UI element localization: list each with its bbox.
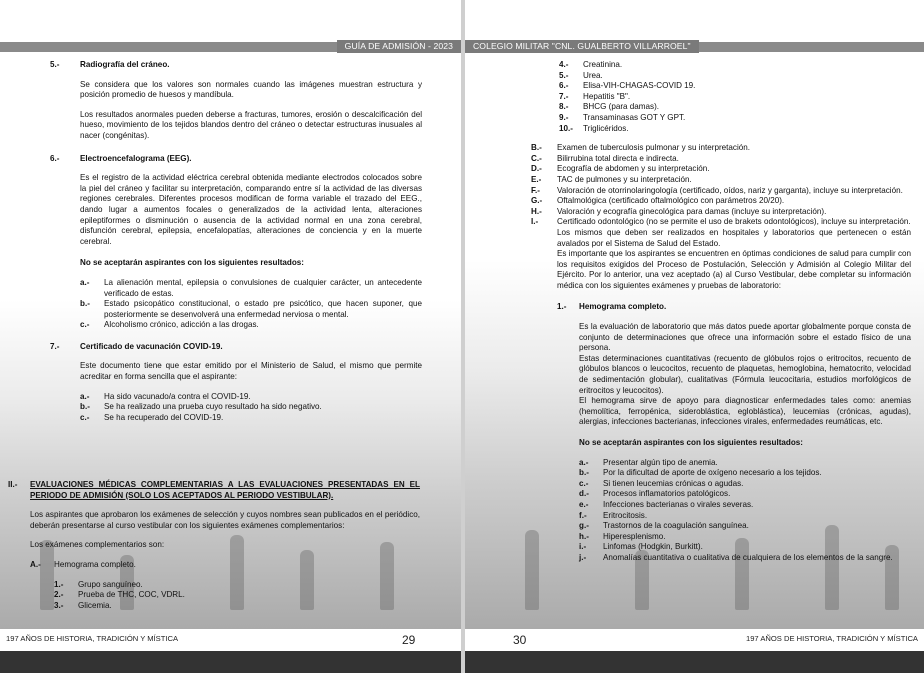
list-item-text: Valoración y ecografía ginecológica para damas (incluye su interpretación).: [557, 206, 827, 216]
list-item-label: e.-: [579, 499, 589, 509]
list-item: [559, 60, 911, 71]
list-item: [579, 500, 911, 511]
list-item-label: j.-: [579, 552, 587, 562]
page-number: 29: [402, 633, 416, 647]
section-number: 6.-: [50, 153, 60, 163]
list-item-label: 7.-: [559, 91, 569, 101]
exam-A: [30, 560, 420, 571]
list-item-label: E.-: [531, 174, 542, 184]
list-item: [579, 542, 911, 553]
vaccine-list: [80, 392, 422, 424]
page-number: 30: [513, 633, 527, 647]
paragraph: Este documento tiene que estar emitido por el Ministerio de Salud, el mismo que permite acreditar en forma sencilla que el aspirante:: [80, 361, 422, 382]
list-item-text: Creatinina.: [583, 60, 623, 69]
list-item-text: Por la dificultad de aporte de oxígeno necesario a los tejidos.: [603, 468, 822, 478]
item-text: Hemograma completo.: [54, 559, 136, 569]
list-item-label: 2.-: [54, 590, 64, 600]
exam-letter-list: [531, 143, 911, 228]
list-item-text: Anomalías cuantitativa o cualitativa de cualquiera de los elementos de la sangre.: [603, 552, 893, 562]
list-item-text: Triglicéridos.: [583, 123, 629, 133]
rejection-heading: No se aceptarán aspirantes con los siguientes resultados:: [579, 438, 804, 447]
list-item: [559, 124, 911, 135]
header-title: COLEGIO MILITAR "CNL. GUALBERTO VILLARROEL": [465, 40, 699, 53]
list-item-label: h.-: [579, 531, 589, 541]
list-item: [579, 553, 911, 564]
list-item-label: d.-: [579, 489, 589, 499]
footer-motto: 197 AÑOS DE HISTORIA, TRADICIÓN Y MÍSTICA: [6, 634, 179, 643]
section-number: 1.-: [557, 302, 567, 312]
list-item-text: Hiperesplenismo.: [603, 531, 666, 541]
list-item-text: Oftalmológica (certificado oftalmológico con parámetros 20/20).: [557, 196, 785, 206]
list-item: [559, 102, 911, 113]
list-item-text: Se ha realizado una prueba cuyo resultado ha sido negativo.: [104, 402, 322, 412]
page-left: [0, 0, 461, 673]
list-item-label: 6.-: [559, 81, 569, 91]
list-item: [559, 71, 911, 82]
list-item: [579, 532, 911, 543]
list-item: [579, 468, 911, 479]
list-item-text: Certificado odontológico (no se permite el uso de brakets odontológicos), incluye su interpretación.: [557, 217, 911, 227]
list-item-text: BHCG (para damas).: [583, 102, 660, 112]
list-item: [531, 186, 911, 197]
list-item: [531, 175, 911, 186]
section-5-heading: [50, 60, 422, 71]
section-6-heading: [50, 154, 422, 165]
list-item-text: Alcoholismo crónico, adicción a las drogas.: [104, 320, 259, 330]
list-item: [531, 164, 911, 175]
list-item: [54, 590, 420, 601]
lab-list: [54, 580, 420, 612]
list-item-label: I.-: [531, 217, 539, 227]
rejection-list: [80, 278, 422, 331]
list-item-label: 10.-: [559, 123, 573, 133]
list-item-label: c.-: [80, 412, 90, 422]
list-item-label: D.-: [531, 164, 542, 174]
item-label: A.-: [30, 559, 41, 569]
paragraph: Se considera que los valores son normales cuando las imágenes muestran estructura y posición promedio de huesos y mandíbula.: [80, 79, 422, 100]
list-item-text: Infecciones bacterianas o virales severas.: [603, 499, 754, 509]
paragraph: Estas determinaciones cuantitativas (recuento de glóbulos rojos o eritrocitos, recuento de glóbulos blancos o leucocitos, recuento de plaquetas, hemoglobina, hematocrito, velocidad de sedimentación globular), cualitativas (Fórmula leucocitaria, estudios morfológicos de eritrocitos y leucocitos).: [579, 353, 911, 395]
footer-strip: [0, 651, 461, 673]
paragraph: Es importante que los aspirantes se encuentren en óptimas condiciones de salud para cumplir con los requisitos exigidos del Proceso de Postulación, Selección y Admisión al Colegio Militar del Ejército. Por lo anterior, una vez aceptado (a) al Curso Vestibular, debe completar su información médica con los siguientes exámenes y pruebas de laboratorio:: [557, 249, 911, 290]
section-1-heading: [557, 302, 911, 313]
list-item: [579, 511, 911, 522]
list-item-text: Ha sido vacunado/a contra el COVID-19.: [104, 391, 251, 401]
list-item-text: Estado psicopático constitucional, o estado pre psicótico, que hacen suponer, que posteriormente se desenvolverá una enfermedad nerviosa o mental.: [104, 299, 422, 319]
list-item-label: g.-: [579, 521, 589, 531]
list-item-label: F.-: [531, 185, 540, 195]
paragraph: Los mismos que deben ser realizados en hospitales y laboratorios que pertenecen o están avalados por el Sistema de Salud del Estado.: [557, 227, 911, 248]
section-7-heading: [50, 342, 422, 353]
page-right: [465, 0, 924, 673]
header-title: GUÍA DE ADMISIÓN - 2023: [337, 40, 461, 53]
list-item-text: Urea.: [583, 70, 603, 80]
list-item-label: b.-: [579, 468, 589, 478]
list-item-text: Transaminasas GOT Y GPT.: [583, 112, 686, 122]
list-item: [579, 489, 911, 500]
list-item-label: C.-: [531, 153, 542, 163]
list-item-label: c.-: [80, 320, 90, 330]
list-item: [579, 479, 911, 490]
list-item-label: G.-: [531, 196, 543, 206]
list-item-text: Si tienen leucemias crónicas o agudas.: [603, 478, 744, 488]
paragraph: Los exámenes complementarios son:: [30, 540, 165, 550]
list-item-label: c.-: [579, 478, 589, 488]
list-item-text: Bilirrubina total directa e indirecta.: [557, 153, 679, 163]
list-item: [531, 196, 911, 207]
list-item: [54, 580, 420, 591]
right-content: [531, 60, 911, 564]
list-item: [531, 143, 911, 154]
list-item-label: i.-: [579, 542, 587, 552]
list-item-text: Grupo sanguíneo.: [78, 579, 143, 589]
list-item-text: Procesos inflamatorios patológicos.: [603, 489, 731, 499]
paragraph: Los aspirantes que aprobaron los exámenes de selección y cuyos nombres sean publicados en el periódico, deberán presentarse al curso vestibular con los siguientes exámenes complementarios:: [30, 510, 420, 530]
section-title: Electroencefalograma (EEG).: [80, 153, 192, 163]
list-item-text: La alienación mental, epilepsia o convulsiones de cualquier carácter, un antecedente verificado de estas.: [104, 277, 422, 298]
section-II: [8, 480, 420, 611]
section-number: 7.-: [50, 341, 60, 351]
lab-list: [559, 60, 911, 134]
section-II-heading: [8, 480, 420, 501]
section-title: Hemograma completo.: [579, 302, 667, 312]
section-number: II.-: [8, 480, 18, 489]
list-item: [80, 392, 422, 403]
list-item-text: Trastornos de la coagulación sanguínea.: [603, 521, 749, 531]
footer-motto: 197 AÑOS DE HISTORIA, TRADICIÓN Y MÍSTICA: [745, 634, 918, 643]
rejection-heading: No se aceptarán aspirantes con los siguientes resultados:: [80, 258, 305, 268]
section-title: Certificado de vacunación COVID-19.: [80, 341, 223, 351]
list-item: [80, 402, 422, 413]
list-item: [579, 521, 911, 532]
left-content: [50, 60, 422, 432]
list-item: [80, 299, 422, 320]
list-item-label: 5.-: [559, 70, 569, 80]
list-item-label: a.-: [80, 391, 90, 401]
section-number: 5.-: [50, 60, 60, 69]
list-item: [559, 81, 911, 92]
list-item-text: TAC de pulmones y su interpretación.: [557, 174, 692, 184]
list-item: [531, 217, 911, 228]
list-item: [531, 207, 911, 218]
list-item-label: a.-: [579, 457, 589, 467]
list-item-text: Linfomas (Hodgkin, Burkitt).: [603, 542, 703, 552]
list-item-text: Eritrocitosis.: [603, 510, 648, 520]
paragraph: El hemograma sirve de apoyo para diagnosticar enfermedades tales como: anemias (hemolítica, ferropénica, sideroblástica, egloblástica), leucemias (crónicas, agudas), alergias, infecciones bacterianas, infecciones virales, enfermedades reumáticas, etc.: [579, 396, 911, 427]
list-item-text: Elisa-VIH-CHAGAS-COVID 19.: [583, 81, 696, 91]
list-item-label: 9.-: [559, 112, 569, 122]
list-item-text: Hepatitis "B".: [583, 91, 631, 101]
list-item: [80, 320, 422, 331]
list-item-text: Glicemia.: [78, 600, 112, 610]
list-item-label: f.-: [579, 510, 587, 520]
list-item: [54, 601, 420, 612]
paragraph: Es el registro de la actividad eléctrica cerebral obtenida mediante electrodos colocados sobre la piel del cráneo y facilitar su interpretación, comparando entre sí la actividad de las diversas regiones cerebrales. Diferentes procesos modifican de forma variable el trazado del EEG., dando lugar a aumentos focales o generalizados de la actividad lenta, alteraciones epileptiformes o disminución o ausencia de la actividad normal en una zona cerebral, disfunción cerebral, epilepsia, encefalopatías, alteraciones de conciencia y en la muerte cerebral.: [80, 173, 422, 246]
section-title: EVALUACIONES MÉDICAS COMPLEMENTARIAS A LAS EVALUACIONES PRESENTADAS EN EL PERIODO DE ADMISIÓN (SOLO LOS ACEPTADOS AL PERIODO VESTIBULAR).: [30, 480, 420, 500]
list-item-label: B.-: [531, 143, 542, 153]
list-item: [559, 113, 911, 124]
section-title: Radiografía del cráneo.: [80, 60, 170, 69]
list-item-text: Prueba de THC, COC, VDRL.: [78, 590, 185, 600]
list-item: [531, 154, 911, 165]
list-item-text: Se ha recuperado del COVID-19.: [104, 412, 224, 422]
footer-strip: [465, 651, 924, 673]
list-item-label: 3.-: [54, 600, 64, 610]
list-item: [80, 413, 422, 424]
rejection-list: [579, 458, 911, 564]
list-item-text: Presentar algún tipo de anemia.: [603, 457, 718, 467]
list-item: [559, 92, 911, 103]
list-item: [80, 278, 422, 299]
list-item-text: Examen de tuberculosis pulmonar y su interpretación.: [557, 143, 751, 153]
paragraph: Es la evaluación de laboratorio que más datos puede aportar globalmente porque consta de conjunto de determinaciones que ofrece una información sobre el estado físico de una persona.: [579, 322, 911, 353]
list-item: [579, 458, 911, 469]
list-item-label: b.-: [80, 402, 90, 412]
list-item-label: 8.-: [559, 102, 569, 112]
list-item-label: 1.-: [54, 579, 64, 589]
paragraph: Los resultados anormales pueden deberse a fracturas, tumores, erosión o descalcificación del hueso, movimiento de los tejidos blandos dentro del cráneo o detectar estructuras inusuales al nacer (congénitas).: [80, 109, 422, 140]
list-item-label: a.-: [80, 277, 90, 287]
list-item-text: Valoración de otorrinolaringología (certificado, oídos, nariz y garganta), incluye su interpretación.: [557, 185, 903, 195]
list-item-text: Ecografía de abdomen y su interpretación.: [557, 164, 710, 174]
list-item-label: 4.-: [559, 60, 569, 69]
list-item-label: b.-: [80, 299, 90, 309]
list-item-label: H.-: [531, 206, 542, 216]
